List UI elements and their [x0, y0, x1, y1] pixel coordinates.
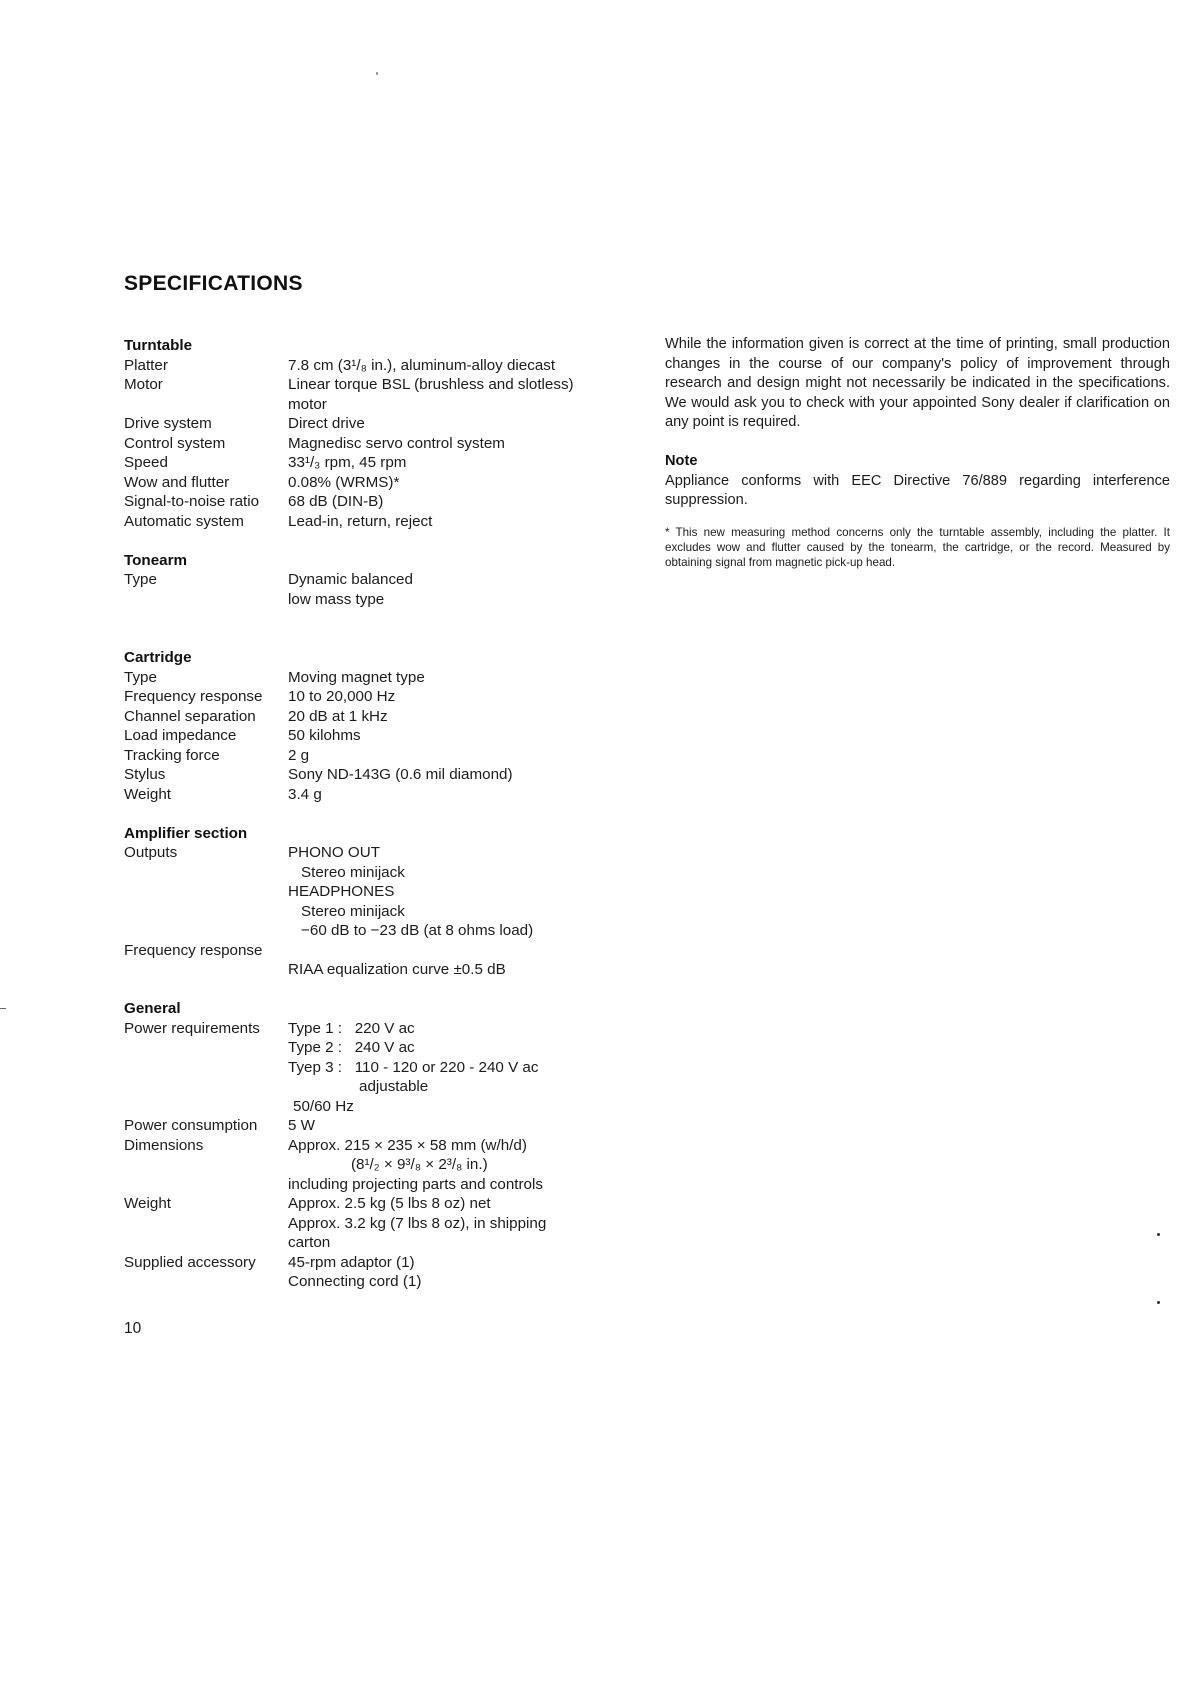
spec-label: Stylus — [124, 766, 166, 783]
spec-row — [124, 746, 644, 766]
spec-value: Sony ND-143G (0.6 mil diamond) — [288, 766, 513, 783]
footnote: * This new measuring method concerns only the turntable assembly, including the platter. It excludes wow and flutter caused by the tonearm, the cartridge, or the record. Measured by obtaining signal from magnetic pick-up head. — [665, 525, 1170, 569]
turntable-section — [124, 336, 644, 531]
spec-row — [124, 668, 644, 688]
amplifier-section — [124, 824, 644, 980]
spec-row — [124, 687, 644, 707]
spec-row — [124, 453, 644, 473]
tonearm-section — [124, 551, 644, 629]
page-number: 10 — [124, 1320, 142, 1337]
spec-label: Control system — [124, 434, 226, 452]
spec-row — [124, 473, 644, 493]
spec-label: Frequency response — [124, 941, 263, 959]
spec-row — [124, 1116, 644, 1136]
spec-label: Drive system — [124, 415, 212, 432]
spec-row — [124, 434, 644, 454]
spec-value: Linear torque BSL (brushless and slotless) motor — [288, 376, 574, 413]
spec-row — [124, 414, 644, 434]
section-heading: Turntable — [124, 337, 193, 354]
spec-label: Dimensions — [124, 1136, 204, 1154]
spec-value: Approx. 215 × 235 × 58 mm (w/h/d) (8¹/₂ × 9³/₈ × 2³/₈ in.) including projecting parts and controls — [288, 1136, 543, 1193]
spec-row — [124, 492, 644, 512]
spec-value: Moving magnet type — [288, 668, 425, 686]
spec-label: Signal-to-noise ratio — [124, 493, 260, 510]
note-heading: Note — [665, 453, 698, 469]
spec-label: Weight — [124, 1195, 171, 1212]
spec-label: Type — [124, 571, 157, 588]
spec-row — [124, 843, 644, 941]
spec-label: Motor — [124, 376, 163, 393]
notes-column — [665, 335, 1170, 570]
spec-row — [124, 707, 644, 727]
spec-value: Dynamic balanced low mass type — [288, 571, 413, 608]
spec-label: Type — [124, 668, 157, 686]
spec-value: Direct drive — [288, 415, 365, 432]
scan-speck — [376, 72, 378, 75]
spec-row — [124, 1253, 644, 1292]
scan-speck — [1157, 1301, 1160, 1304]
spec-label: Power consumption — [124, 1117, 258, 1134]
spec-label: Outputs — [124, 844, 178, 861]
general-section — [124, 999, 644, 1292]
spec-label: Tracking force — [124, 746, 220, 764]
spec-row — [124, 1019, 644, 1117]
spec-label: Power requirements — [124, 1019, 260, 1037]
note-text: Appliance conforms with EEC Directive 76/889 regarding interference suppression. — [665, 472, 1170, 508]
spec-row — [124, 785, 644, 805]
spec-value: 20 dB at 1 kHz — [288, 707, 388, 725]
spec-row — [124, 1136, 644, 1195]
spec-value: 0.08% (WRMS)* — [288, 473, 400, 491]
spec-value: Lead-in, return, reject — [288, 512, 433, 530]
spec-row — [124, 570, 644, 609]
spec-row — [124, 375, 644, 414]
spec-row — [124, 1194, 644, 1253]
page-title: SPECIFICATIONS — [124, 272, 303, 295]
spec-label: Weight — [124, 785, 171, 803]
spec-row — [124, 726, 644, 746]
spec-label: Automatic system — [124, 512, 244, 530]
spec-value: 3.4 g — [288, 785, 322, 803]
section-heading: General — [124, 1000, 181, 1017]
spec-value: 68 dB (DIN-B) — [288, 493, 384, 510]
spec-value: 5 W — [288, 1117, 316, 1134]
cartridge-section — [124, 648, 644, 804]
scan-speck — [1157, 1233, 1160, 1236]
scan-speck — [0, 1008, 6, 1009]
spec-label: Speed — [124, 454, 168, 471]
spec-value: 10 to 20,000 Hz — [288, 688, 396, 705]
spec-label: Supplied accessory — [124, 1253, 256, 1271]
spec-value: 33¹/₃ rpm, 45 rpm — [288, 454, 407, 471]
spec-value: Approx. 2.5 kg (5 lbs 8 oz) net Approx. 3.2 kg (7 lbs 8 oz), in shipping carton — [288, 1195, 547, 1251]
intro-paragraph: While the information given is correct at the time of printing, small production changes in the course of our company's policy of improvement through research and design might not necessarily be indicated in the specifications. We would ask you to check with your appointed Sony dealer if clarification on any point is required. — [665, 336, 1170, 430]
spec-label: Channel separation — [124, 707, 256, 725]
spec-label: Wow and flutter — [124, 473, 230, 491]
section-heading: Cartridge — [124, 649, 192, 666]
section-heading: Amplifier section — [124, 824, 248, 842]
spec-value: 45-rpm adaptor (1) Connecting cord (1) — [288, 1253, 422, 1290]
spec-value: RIAA equalization curve ±0.5 dB — [288, 961, 506, 978]
spec-row — [124, 765, 644, 785]
spec-value: 7.8 cm (3¹/₈ in.), aluminum-alloy diecast — [288, 356, 556, 374]
spec-row — [124, 512, 644, 532]
spec-row — [124, 356, 644, 376]
spec-value: 50 kilohms — [288, 727, 361, 744]
spec-label: Frequency response — [124, 688, 263, 705]
spec-value: Magnedisc servo control system — [288, 434, 505, 452]
spec-value: PHONO OUT Stereo minijack HEADPHONES Stereo minijack −60 dB to −23 dB (at 8 ohms load) — [288, 844, 534, 939]
spec-value: 2 g — [288, 746, 310, 764]
spec-label: Load impedance — [124, 727, 237, 744]
spec-value: Type 1 : 220 V ac Type 2 : 240 V ac Tyep 3 : 110 - 120 or 220 - 240 V ac adjustable 50/60 Hz — [288, 1019, 539, 1115]
specifications-list — [124, 336, 644, 1311]
spec-row — [124, 941, 644, 980]
section-heading: Tonearm — [124, 551, 188, 569]
spec-label: Platter — [124, 356, 168, 374]
